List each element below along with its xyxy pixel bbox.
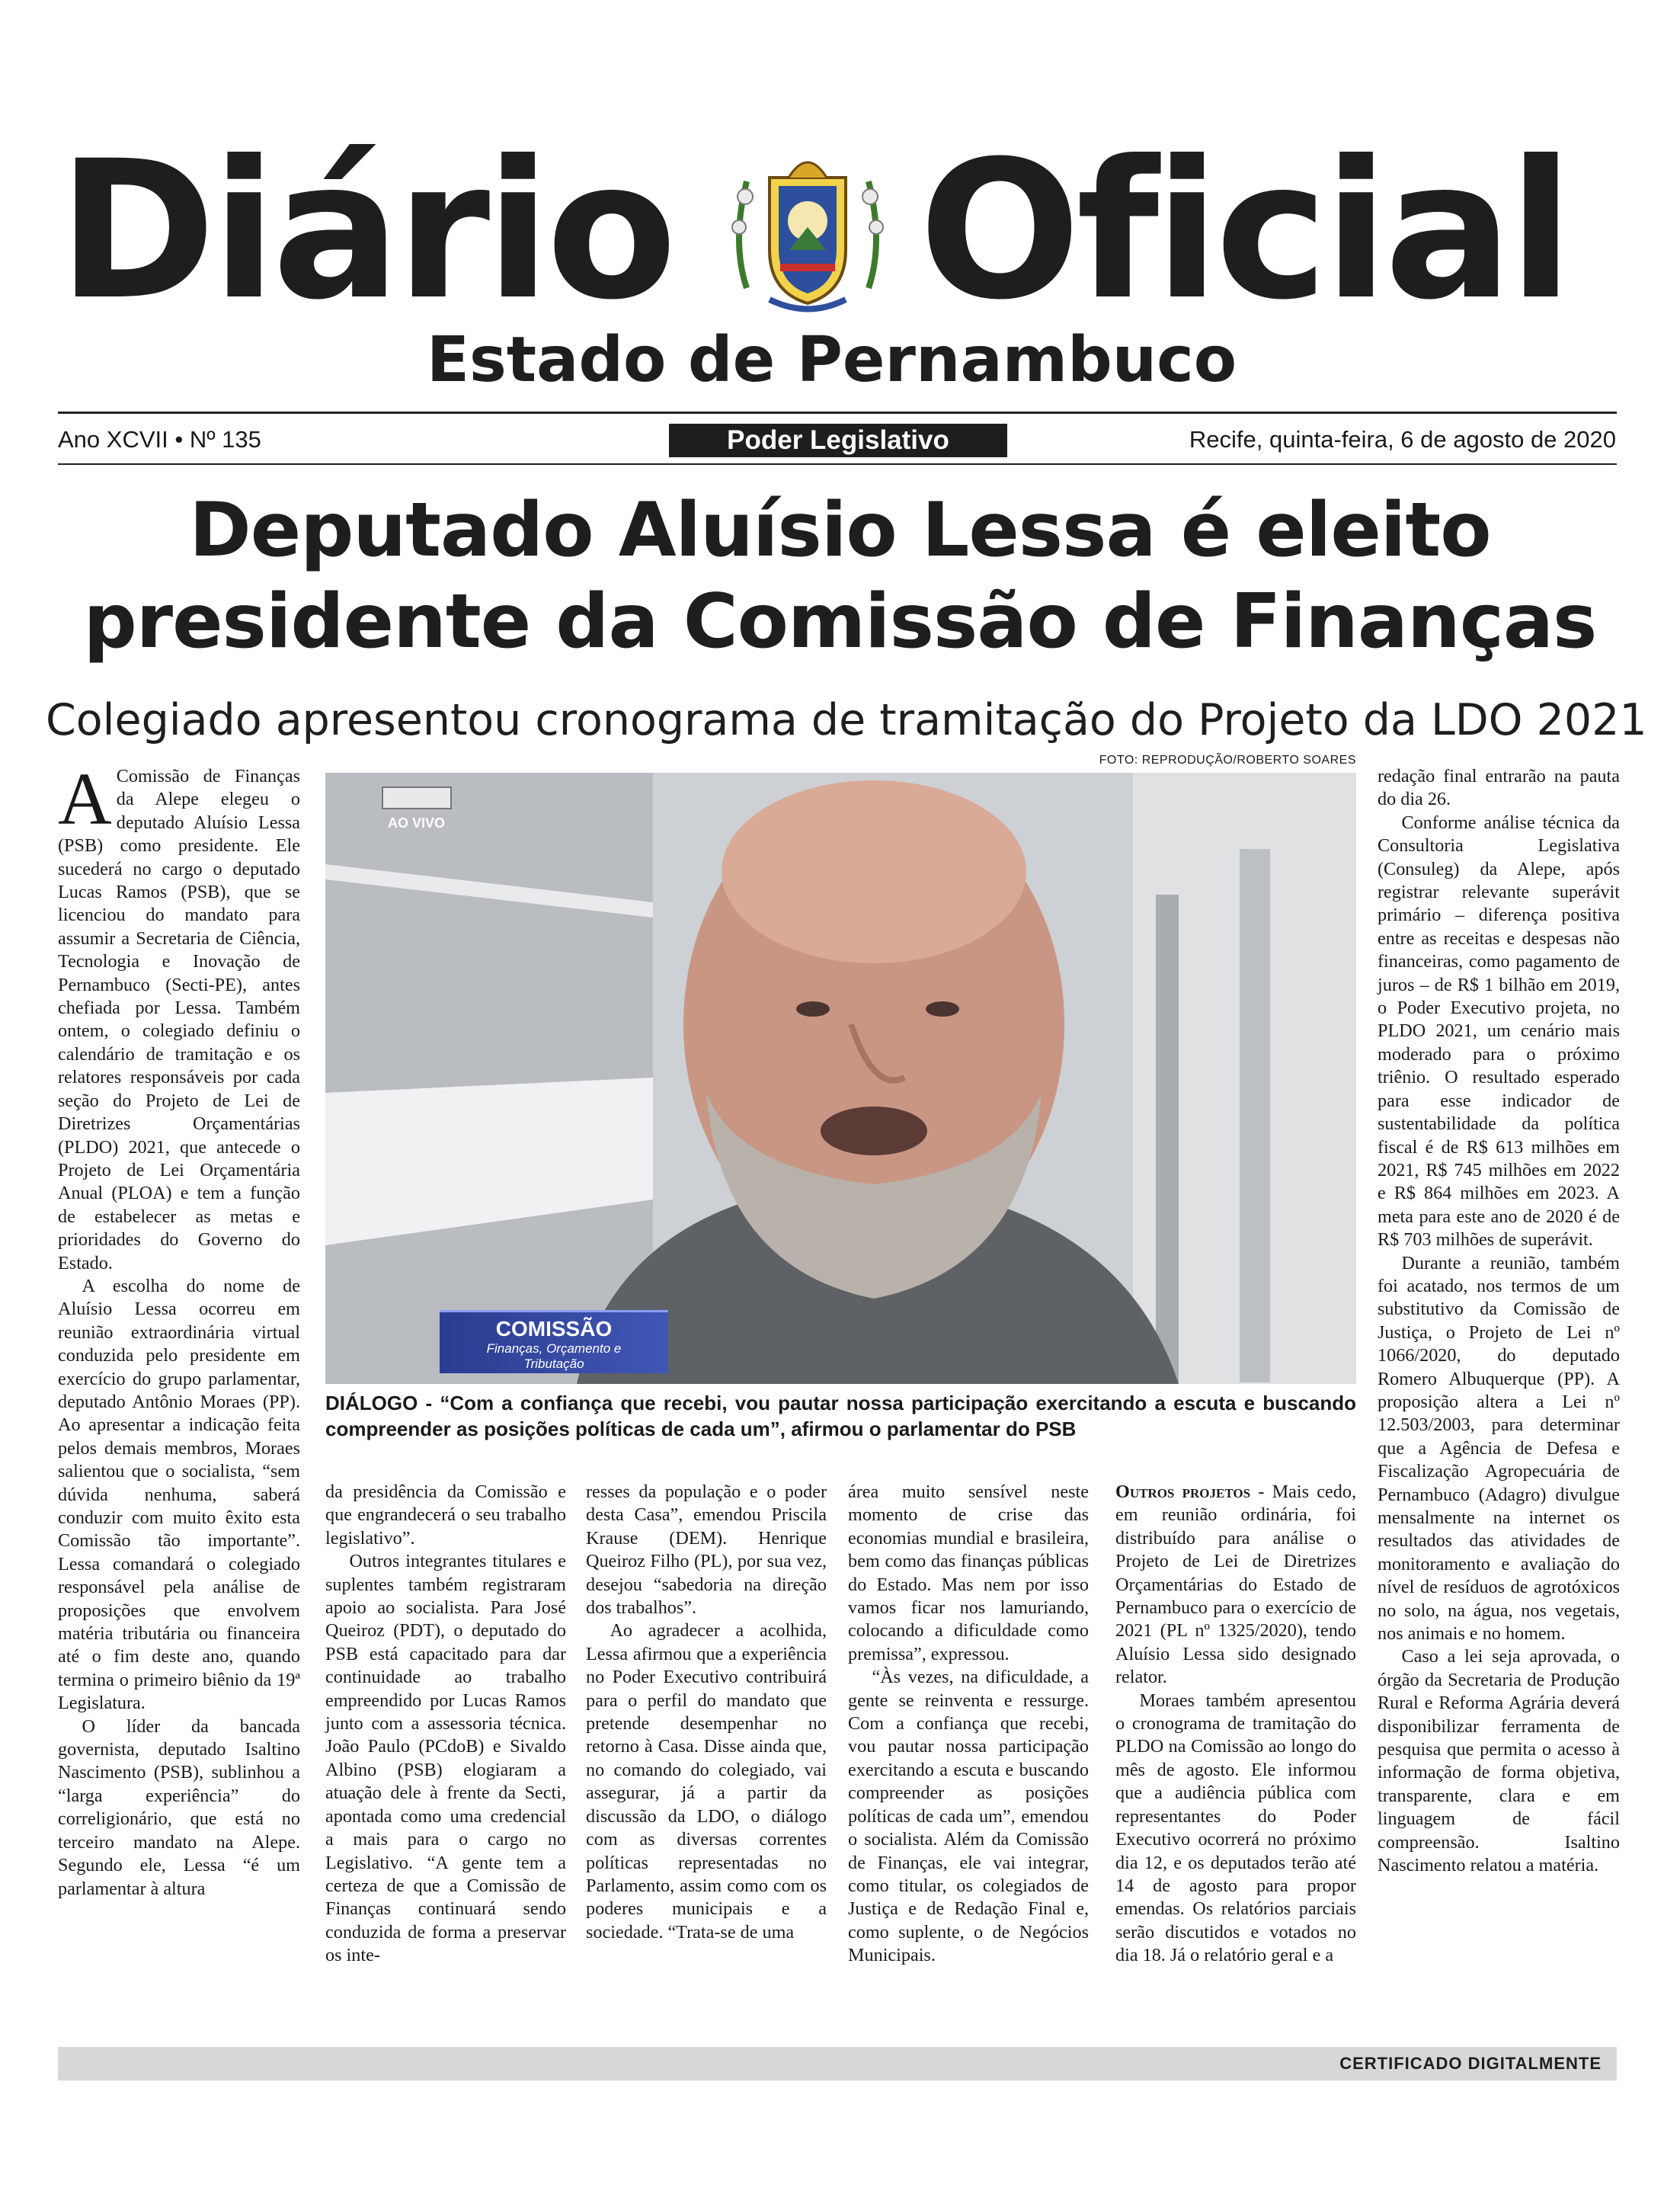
- article-column-2: [325, 1481, 566, 1968]
- drop-cap: A: [58, 758, 112, 841]
- article-column-1: [58, 758, 300, 1901]
- article-paragraph: O líder da bancada governista, deputado Isaltino Nascimento (PSB), sublinhou a “larga experiência” do correligionário, que está no terceiro mandato na Alepe. Segundo ele, Lessa “é um parlamentar à altura: [58, 1715, 300, 1899]
- footer-bar: [58, 2047, 1617, 2080]
- committee-overlay-title: COMISSÃO: [495, 1317, 613, 1341]
- dateline: Recife, quinta-feira, 6 de agosto de 2020: [1189, 426, 1616, 453]
- photo-caption-text: “Com a confiança que recebi, vou pautar nossa participação exercitando a escuta e buscando compreender as posições políticas de cada um”, afirmou o parlamentar do PSB: [325, 1392, 1357, 1440]
- committee-overlay: [440, 1310, 668, 1373]
- headline: [46, 485, 1634, 668]
- masthead-rule-bottom: [58, 463, 1617, 465]
- article-paragraph: Moraes também apresentou o cronograma de tramitação do PLDO na Comissão ao longo do mês de agosto. Ele informou que a audiência pública com representantes do Poder Executivo ocorrerá no próximo dia 12, e os deputados terão até 14 de agosto para propor emendas. Os relatórios parciais serão discutidos e votados no dia 18. Já o relatório geral e a: [1115, 1690, 1356, 1966]
- committee-overlay-subtitle: Finanças, Orçamento e Tributação: [486, 1341, 622, 1371]
- masthead-state-name: Estado de Pernambuco: [427, 324, 1237, 396]
- article-column-3: [586, 1481, 827, 1944]
- article-paragraph: “Às vezes, na dificuldade, a gente se reinventa e ressurge. Com a confiança que recebi, vou pautar nossa participação exercitando a escuta e buscando compreender as posições políticas de cada um”, emendou o socialista. Além da Comissão de Finanças, ele vai integrar, como titular, os colegiados de Justiça e de Redação Final e, como suplente, o de Negócios Municipais.: [848, 1667, 1089, 1966]
- article-paragraph: A escolha do nome de Aluísio Lessa ocorreu em reunião extraordinária virtual conduzida pelo presidente em exercício do grupo parlamentar, deputado Antônio Moraes (PP). Ao apresentar a indicação feita pelos demais membros, Moraes salientou que o socialista, “sem dúvida nenhuma, saberá conduzir com muito êxito esta Comissão tão importante”. Lessa comandará o colegiado responsável pela análise de proposições que envolvem matéria tributária ou financeira até o fim deste ano, quando termina o primeiro biênio da 19ª Legislatura.: [58, 1275, 300, 1714]
- digital-certification-label: CERTIFICADO DIGITALMENTE: [1339, 2054, 1602, 2073]
- coat-of-arms-emblem: [716, 136, 899, 319]
- section-label-text: Poder Legislativo: [727, 425, 949, 455]
- section-label: [669, 424, 1007, 457]
- masthead-title-left: Diário: [58, 120, 673, 341]
- headline-line-2: presidente da Comissão de Finanças: [83, 578, 1597, 665]
- masthead-rule-top: [58, 412, 1617, 414]
- article-paragraph: Outros projetos - Mais cedo, em reunião ordinária, foi distribuído para análise o Projeto de Lei de Diretrizes Orçamentárias do Estado de Pernambuco para o exercício de 2021 (PL nº 1325/2020), tendo Aluísio Lessa sido designado relator.: [1115, 1481, 1356, 1688]
- article-paragraph: resses da população e o poder desta Casa”, emendou Priscila Krause (DEM). Henrique Queiroz Filho (PL), por sua vez, desejou “sabedoria na direção dos trabalhos”.: [586, 1481, 827, 1619]
- article-paragraph: redação final entrarão na pauta do dia 26.: [1378, 766, 1620, 810]
- article-column-6: [1378, 765, 1620, 1878]
- headline-deck: Colegiado apresentou cronograma de tramitação do Projeto da LDO 2021: [46, 695, 1647, 745]
- article-paragraph: A Comissão de Finanças da Alepe elegeu o deputado Aluísio Lessa (PSB) como presidente. Ele sucederá no cargo o deputado Lucas Ramos (PSB), que se licenciou do mandato para assumir a Secretaria de Ciência, Tecnologia e Inovação de Pernambuco (Secti-PE), antes chefiada por Lessa. Também ontem, o colegiado definiu o calendário de tramitação e os relatores responsáveis por cada seção do Projeto de Lei de Diretrizes Orçamentárias (PLDO) 2021, que antecede o Projeto de Lei Orçamentária Anual (PLOA) e tem a função de estabelecer as metas e prioridades do Governo do Estado.: [58, 758, 300, 1273]
- article-paragraph: Durante a reunião, também foi acatado, nos termos de um substitutivo da Comissão de Justiça, o Projeto de Lei nº 1066/2020, do deputado Romero Albuquerque (PP). A proposição altera a Lei nº 12.503/2003, para determinar que a Agência de Defesa e Fiscalização Agropecuária de Pernambuco (Adagro) divulgue mensalmente na internet os resultados das atividades de monitoramento e avaliação do nível de resíduos de agrotóxicos no solo, na água, nos vegetais, nos animais e no homem.: [1378, 1252, 1620, 1645]
- article-paragraph: Caso a lei seja aprovada, o órgão da Secretaria de Produção Rural e Reforma Agrária deverá disponibilizar ferramenta de pesquisa que permita o acesso à informação de forma objetiva, transparente, clara e em linguagem de fácil compreensão. Isaltino Nascimento relatou a matéria.: [1378, 1646, 1620, 1876]
- article-paragraph: Outros integrantes titulares e suplentes também registraram apoio ao socialista. Para José Queiroz (PDT), o deputado do PSB está capacitado para dar continuidade ao trabalho empreendido por Lucas Ramos junto com a assessoria técnica. João Paulo (PCdoB) e Sivaldo Albino (PSB) elogiaram a atuação dele à frente da Secti, apontada como uma credencial a mais para o cargo no Legislativo. “A gente tem a certeza de que a Comissão de Finanças continuará sendo conduzida de forma a preservar os inte-: [325, 1551, 566, 1966]
- photo-credit: FOTO: REPRODUÇÃO/ROBERTO SOARES: [1099, 754, 1356, 767]
- article-column-4: [848, 1481, 1089, 1968]
- headline-line-1: Deputado Aluísio Lessa é eleito: [189, 487, 1491, 574]
- issue-number: Ano XCVII • Nº 135: [58, 426, 261, 453]
- live-label: AO VIVO: [388, 815, 446, 831]
- article-paragraph: Conforme análise técnica da Consultoria Legislativa (Consuleg) da Alepe, após registrar relevante superávit primário – diferença positiva entre as receitas e despesas não financeiras, como pagamento de juros – de R$ 1 bilhão em 2019, o Poder Executivo projeta, no PLDO 2021, um cenário mais moderado para o próximo triênio. O resultado esperado para esse indicador de sustentabilidade da política fiscal é de R$ 613 milhões em 2021, R$ 745 milhões em 2022 e R$ 864 milhões em 2023. A meta para este ano de 2020 é de R$ 703 milhões de superávit.: [1378, 812, 1620, 1251]
- masthead-title-right: Oficial: [919, 120, 1570, 341]
- article-photo: [325, 773, 1356, 1384]
- article-paragraph: área muito sensível neste momento de crise das economias mundial e brasileira, bem como das finanças públicas do Estado. Mas nem por isso vamos ficar nos lamuriando, colocando a dificuldade como premissa”, expressou.: [848, 1481, 1089, 1664]
- article-paragraph: da presidência da Comissão e que engrandecerá o seu trabalho legislativo”.: [325, 1481, 566, 1549]
- photo-caption: [325, 1390, 1356, 1442]
- subhead-outros-projetos: Outros projetos: [1115, 1481, 1251, 1502]
- article-paragraph: Ao agradecer a acolhida, Lessa afirmou que a experiência no Poder Executivo contribuirá para o perfil do mandato que pretende desempenhar no retorno à Casa. Disse ainda que, no comando do colegiado, vai assegurar, já a partir da discussão da LDO, o diálogo com as diversas correntes políticas representadas no Parlamento, assim como com os poderes municipais e a sociedade. “Trata-se de uma: [586, 1620, 827, 1943]
- photo-caption-label: DIÁLOGO -: [325, 1392, 440, 1414]
- channel-logo: [382, 786, 452, 809]
- article-column-5: [1115, 1481, 1356, 1968]
